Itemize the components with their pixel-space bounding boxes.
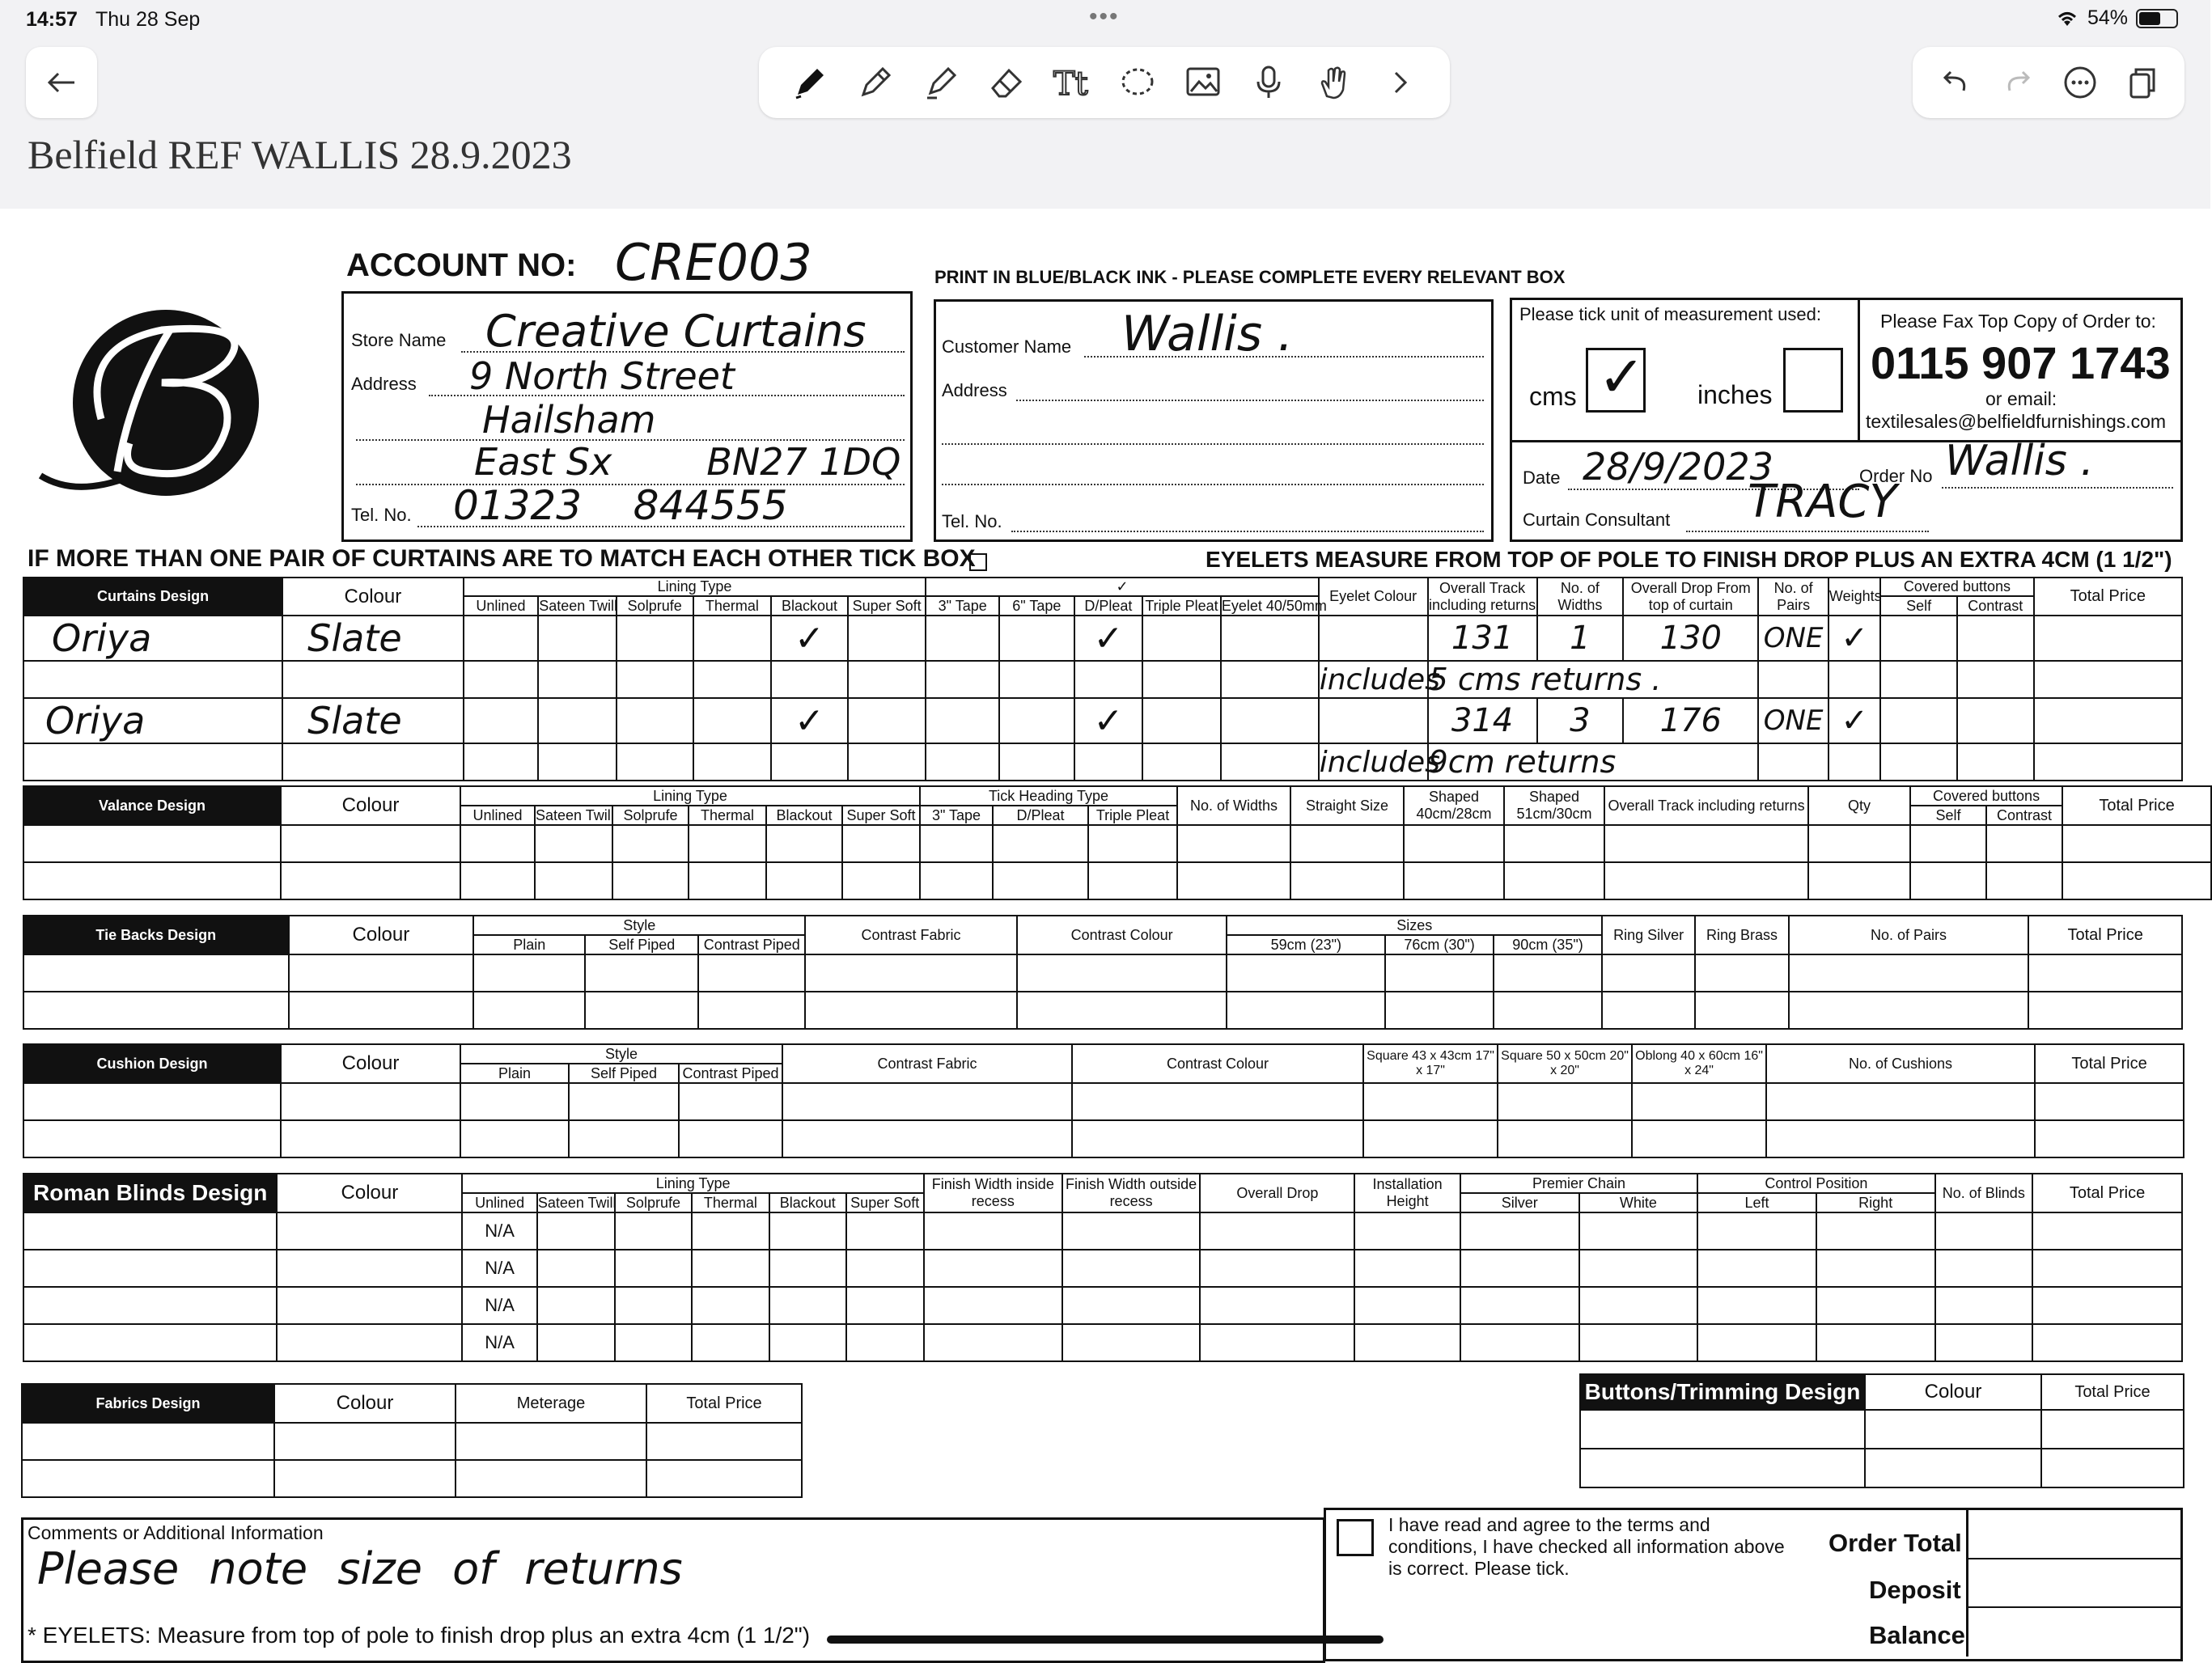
fabrics-design-header: Fabrics Design: [22, 1384, 274, 1423]
r-col-silver: Silver: [1460, 1193, 1579, 1212]
store-name-value: Creative Curtains: [485, 306, 867, 357]
comments-value: Please note size of returns: [37, 1543, 683, 1594]
tb-col-self: Self Piped: [585, 935, 698, 954]
col-unlined: Unlined: [464, 596, 539, 616]
tb-col-contrast: Contrast Piped: [698, 935, 805, 954]
col-eyelet: Eyelet 40/50mm: [1221, 596, 1319, 616]
roman-lining-header: Lining Type: [462, 1174, 924, 1193]
order-no-label: Order No: [1859, 466, 1933, 486]
customer-address-label: Address: [942, 380, 1007, 400]
text-icon[interactable]: [1046, 57, 1098, 108]
v-col-triple: Triple Pleat: [1088, 806, 1177, 825]
row2-weights-tick[interactable]: ✓: [1829, 698, 1880, 743]
valance-covered-header: Covered buttons: [1910, 786, 2062, 806]
fabrics-meterage-header: Meterage: [456, 1384, 646, 1423]
deposit-label: Deposit: [1869, 1576, 1961, 1604]
roman-count-header: No. of Blinds: [1935, 1174, 2033, 1212]
roman-row2-na: N/A: [462, 1250, 536, 1287]
cushion-table: [23, 1043, 2184, 1158]
curtains-design-header: Curtains Design: [23, 578, 282, 616]
battery-icon: [2136, 9, 2178, 28]
balance-label: Balance: [1869, 1621, 1965, 1649]
valance-track-header: Overall Track including returns: [1604, 786, 1808, 825]
terms-checkbox[interactable]: [1337, 1519, 1374, 1556]
r-col-blackout: Blackout: [769, 1193, 845, 1212]
date-label: Date: [1523, 468, 1561, 488]
valance-straight-header: Straight Size: [1290, 786, 1404, 825]
row1-note-a: includes: [1319, 661, 1428, 698]
row1-drop[interactable]: 130: [1623, 616, 1758, 661]
widths-header: No. of Widths: [1537, 578, 1624, 616]
account-label: ACCOUNT NO:: [346, 248, 577, 283]
email-value: textilesales@belfieldfurnishings.com: [1866, 411, 2167, 432]
date-value: 28/9/2023: [1583, 445, 1773, 489]
fabrics-table: [21, 1383, 803, 1498]
pages-icon[interactable]: [2117, 57, 2168, 108]
lasso-icon[interactable]: [1112, 57, 1163, 108]
mic-icon[interactable]: [1243, 57, 1295, 108]
valance-table: [23, 785, 2212, 900]
col-thermal: Thermal: [693, 596, 772, 616]
more-icon[interactable]: [2054, 57, 2106, 108]
roman-total-header: Total Price: [2032, 1174, 2182, 1212]
cms-label: cms: [1529, 382, 1577, 411]
terms-text: I have read and agree to the terms and conditions, I have checked all information above is correct. Please tick.: [1388, 1514, 1785, 1579]
fax-number: 0115 907 1743: [1871, 337, 2171, 388]
document-actions: [1913, 47, 2184, 118]
unit-label: Please tick unit of measurement used:: [1519, 304, 1821, 324]
v-col-supersoft: Super Soft: [842, 806, 920, 825]
account-value: CRE003: [615, 233, 812, 292]
address-line-1: 9 North Street: [469, 354, 735, 398]
v-col-sateen: Sateen Twill: [535, 806, 612, 825]
col-self: Self: [1880, 596, 1957, 616]
row2-note-a: includes: [1319, 743, 1428, 781]
order-no-value: Wallis .: [1945, 437, 2094, 485]
tiebacks-design-header: Tie Backs Design: [23, 916, 289, 954]
valance-colour-header: Colour: [281, 786, 460, 825]
row2-widths[interactable]: 3: [1537, 698, 1624, 743]
cushion-style-header: Style: [460, 1044, 782, 1064]
match-checkbox[interactable]: [969, 553, 987, 571]
roman-blinds-table: [23, 1173, 2183, 1362]
eyelets-footnote: * EYELETS: Measure from top of pole to finish drop plus an extra 4cm (1 1/2"): [28, 1623, 811, 1648]
cushion-count-header: No. of Cushions: [1766, 1044, 2035, 1083]
curtain-row-2: [23, 698, 2182, 743]
fax-label: Please Fax Top Copy of Order to:: [1880, 311, 2156, 332]
col-3in-tape: 3" Tape: [926, 596, 999, 616]
cushion-colour-header: Colour: [281, 1044, 460, 1083]
r-col-right: Right: [1816, 1193, 1935, 1212]
tiebacks-pairs-header: No. of Pairs: [1789, 916, 2029, 954]
buttons-table: [1579, 1373, 2184, 1488]
row1-note-b: 5 cms returns .: [1428, 661, 1759, 698]
row2-dpleat-tick[interactable]: ✓: [1074, 698, 1143, 743]
r-col-supersoft: Super Soft: [846, 1193, 924, 1212]
address-line-2: Hailsham: [482, 398, 656, 442]
eyelet-colour-header: Eyelet Colour: [1319, 578, 1428, 616]
tb-col-59: 59cm (23"): [1227, 935, 1385, 954]
row1-colour[interactable]: Slate: [282, 616, 464, 661]
tiebacks-total-header: Total Price: [2028, 916, 2182, 954]
home-indicator[interactable]: [827, 1635, 1384, 1644]
eraser-icon[interactable]: [981, 57, 1032, 108]
valance-design-header: Valance Design: [23, 786, 281, 825]
v-col-contrast: Contrast: [1986, 806, 2062, 825]
ring-silver-header: Ring Silver: [1602, 916, 1695, 954]
row1-design[interactable]: Oriya: [23, 616, 282, 661]
consultant-value: TRACY: [1748, 476, 1897, 528]
battery-percent: 54%: [2087, 6, 2128, 29]
row1-widths[interactable]: 1: [1537, 616, 1624, 661]
curtain-row-1: [23, 616, 2182, 661]
customer-name-label: Customer Name: [942, 336, 1072, 357]
v-col-dpleat: D/Pleat: [993, 806, 1088, 825]
valance-tick-header: Tick Heading Type: [920, 786, 1177, 806]
match-note: IF MORE THAN ONE PAIR OF CURTAINS ARE TO MATCH EACH OTHER TICK BOX: [28, 545, 976, 572]
buttons-total-header: Total Price: [2041, 1374, 2184, 1410]
roman-drop-header: Overall Drop: [1200, 1174, 1354, 1212]
customer-name-value: Wallis .: [1121, 306, 1294, 362]
v-col-solprufe: Solprufe: [612, 806, 689, 825]
store-name-label: Store Name: [351, 330, 447, 350]
redo-icon[interactable]: [1992, 57, 2044, 108]
v-col-3in-tape: 3" Tape: [920, 806, 993, 825]
status-bar: [0, 0, 2210, 39]
roman-install-header: Installation Height: [1354, 1174, 1460, 1212]
inches-label: inches: [1697, 380, 1773, 409]
tiebacks-style-header: Style: [473, 916, 805, 935]
row2-blackout-tick[interactable]: ✓: [771, 698, 848, 743]
buttons-design-header: Buttons/Trimming Design: [1580, 1374, 1865, 1410]
cushion-oblong-header: Oblong 40 x 60cm 16" x 24": [1632, 1044, 1766, 1083]
tiebacks-colour-header: Colour: [289, 916, 474, 954]
belfield-logo: [24, 298, 283, 500]
cushion-design-header: Cushion Design: [23, 1044, 281, 1083]
overall-track-header: Overall Track including returns: [1428, 578, 1537, 616]
tiebacks-table: [23, 915, 2183, 1030]
col-contrast: Contrast: [1957, 596, 2034, 616]
roman-colour-header: Colour: [277, 1174, 462, 1212]
status-time: 14:57: [26, 8, 78, 31]
comments-label: Comments or Additional Information: [28, 1522, 324, 1543]
pen-icon[interactable]: [784, 57, 836, 108]
fabrics-colour-header: Colour: [274, 1384, 456, 1423]
covered-buttons-header: Covered buttons: [1880, 578, 2033, 596]
pencil-icon[interactable]: [850, 57, 901, 108]
weights-header: Weights: [1829, 578, 1880, 616]
cu-col-self: Self Piped: [569, 1064, 679, 1083]
status-date: Thu 28 Sep: [95, 8, 201, 31]
r-col-thermal: Thermal: [692, 1193, 769, 1212]
undo-icon[interactable]: [1930, 57, 1981, 108]
eyelet-note: EYELETS MEASURE FROM TOP OF POLE TO FINISH DROP PLUS AN EXTRA 4CM (1 1/2"): [1206, 547, 2172, 572]
row2-note-b: 9cm returns: [1428, 743, 1759, 781]
highlighter-icon[interactable]: [915, 57, 967, 108]
document-title[interactable]: Belfield REF WALLIS 28.9.2023: [28, 132, 572, 177]
cushion-sq43-header: Square 43 x 43cm 17" x 17": [1363, 1044, 1498, 1083]
col-triple-pleat: Triple Pleat: [1142, 596, 1221, 616]
v-col-thermal: Thermal: [689, 806, 766, 825]
address-line-3: East Sx BN27 1DQ: [474, 440, 901, 484]
v-col-unlined: Unlined: [460, 806, 535, 825]
row1-track[interactable]: 131: [1428, 616, 1537, 661]
hand-icon[interactable]: [1308, 57, 1360, 108]
valance-shaped2-header: Shaped 51cm/30cm: [1504, 786, 1604, 825]
row1-dpleat-tick[interactable]: ✓: [1074, 616, 1143, 661]
roman-row1-na: N/A: [462, 1212, 536, 1250]
buttons-colour-header: Colour: [1865, 1374, 2041, 1410]
col-6in-tape: 6" Tape: [999, 596, 1074, 616]
curtains-table: [23, 577, 2183, 781]
r-col-white: White: [1579, 1193, 1698, 1212]
drop-header: Overall Drop From top of curtain: [1623, 578, 1758, 616]
tiebacks-sizes-header: Sizes: [1227, 916, 1602, 935]
back-button[interactable]: [26, 47, 97, 118]
row2-drop[interactable]: 176: [1623, 698, 1758, 743]
r-col-left: Left: [1697, 1193, 1816, 1212]
svg-text:Tt: Tt: [1053, 66, 1088, 103]
row2-colour[interactable]: Slate: [282, 698, 464, 743]
r-col-unlined: Unlined: [462, 1193, 536, 1212]
image-icon[interactable]: [1177, 57, 1229, 108]
battery-indicator: [2055, 6, 2178, 30]
valance-lining-header: Lining Type: [460, 786, 920, 806]
col-supersoft: Super Soft: [848, 596, 926, 616]
roman-fin-inside-header: Finish Width inside recess: [924, 1174, 1062, 1212]
tb-col-90: 90cm (35"): [1494, 935, 1602, 954]
roman-row3-na: N/A: [462, 1287, 536, 1324]
cushion-ccolour-header: Contrast Colour: [1072, 1044, 1363, 1083]
valance-shaped1-header: Shaped 40cm/28cm: [1404, 786, 1504, 825]
print-note: PRINT IN BLUE/BLACK INK - PLEASE COMPLETE EVERY RELEVANT BOX: [934, 267, 1566, 287]
multitask-dots-icon[interactable]: •••: [1089, 3, 1120, 30]
order-total-label: Order Total: [1829, 1529, 1962, 1557]
wifi-icon: [2055, 10, 2079, 28]
row1-weights-tick[interactable]: ✓: [1829, 616, 1880, 661]
valance-qty-header: Qty: [1808, 786, 1910, 825]
cushion-sq50-header: Square 50 x 50cm 20" x 20": [1498, 1044, 1632, 1083]
roman-control-header: Control Position: [1697, 1174, 1934, 1193]
col-sateen: Sateen Twill: [538, 596, 617, 616]
fabrics-total-header: Total Price: [646, 1384, 802, 1423]
valance-total-header: Total Price: [2062, 786, 2211, 825]
drawing-toolbar: [759, 47, 1450, 118]
cushion-total-header: Total Price: [2035, 1044, 2184, 1083]
roman-row4-na: N/A: [462, 1324, 536, 1361]
row1-pairs[interactable]: ONE: [1758, 616, 1829, 661]
tb-col-plain: Plain: [473, 935, 585, 954]
v-col-self: Self: [1910, 806, 1986, 825]
roman-chain-header: Premier Chain: [1460, 1174, 1697, 1193]
row2-design[interactable]: Oriya: [23, 698, 282, 743]
order-form-page: [0, 209, 2210, 1657]
ring-brass-header: Ring Brass: [1695, 916, 1788, 954]
address-label: Address: [351, 374, 417, 394]
row1-blackout-tick[interactable]: ✓: [771, 616, 848, 661]
tel-value: 01323 844555: [453, 482, 788, 529]
roman-fin-outside-header: Finish Width outside recess: [1062, 1174, 1201, 1212]
col-blackout: Blackout: [771, 596, 848, 616]
inches-checkbox[interactable]: [1783, 348, 1843, 413]
cushion-cfabric-header: Contrast Fabric: [782, 1044, 1072, 1083]
roman-design-header: Roman Blinds Design: [23, 1174, 277, 1212]
arrow-left-icon: [45, 70, 78, 95]
lining-type-header: Lining Type: [464, 578, 926, 596]
total-price-header: Total Price: [2034, 578, 2182, 616]
colour-header: Colour: [282, 578, 464, 616]
row2-track[interactable]: 314: [1428, 698, 1537, 743]
col-dpleat: D/Pleat: [1074, 596, 1143, 616]
tick-heading-header: ✓: [926, 578, 1318, 596]
col-solprufe: Solprufe: [617, 596, 693, 616]
r-col-sateen: Sateen Twill: [537, 1193, 615, 1212]
tb-col-76: 76cm (30"): [1385, 935, 1494, 954]
pairs-header: No. of Pairs: [1758, 578, 1829, 616]
tiebacks-ccolour-header: Contrast Colour: [1017, 916, 1227, 954]
chevron-right-icon[interactable]: [1374, 57, 1426, 108]
cu-col-plain: Plain: [460, 1064, 569, 1083]
v-col-blackout: Blackout: [766, 806, 842, 825]
valance-widths-header: No. of Widths: [1177, 786, 1290, 825]
consultant-label: Curtain Consultant: [1523, 510, 1671, 530]
row2-pairs[interactable]: ONE: [1758, 698, 1829, 743]
cu-col-contrast: Contrast Piped: [679, 1064, 782, 1083]
r-col-solprufe: Solprufe: [615, 1193, 691, 1212]
tel-label: Tel. No.: [351, 505, 412, 525]
tiebacks-cfabric-header: Contrast Fabric: [805, 916, 1017, 954]
cms-checkbox[interactable]: ✓: [1586, 348, 1646, 413]
customer-tel-label: Tel. No.: [942, 511, 1002, 531]
email-label: or email:: [1985, 388, 2057, 409]
